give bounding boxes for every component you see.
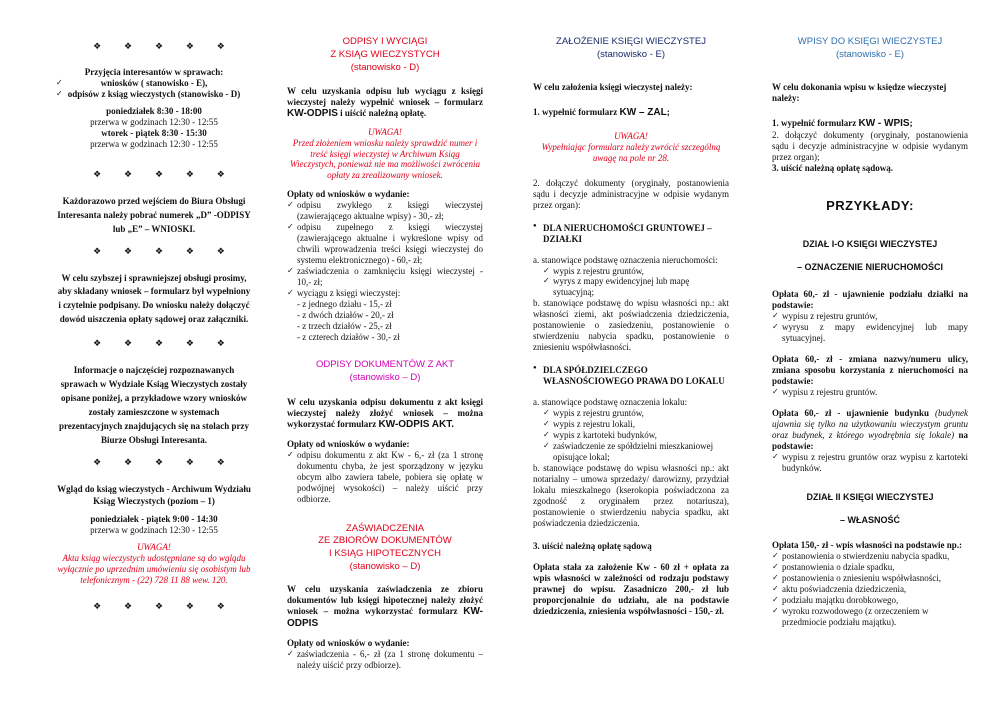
hours-item: ✓ wniosków ( stanowisko - E), — [56, 78, 252, 89]
division-1-subheading: – OZNACZENIE NIERUCHOMOŚCI — [796, 262, 943, 273]
doc-item: ✓ wypis z rejestru lokali, — [543, 419, 729, 430]
land-a: a. stanowiące podstawę oznaczenia nieruchomości: — [533, 254, 718, 265]
doc-item: ✓ postanowienia o stwierdzeniu nabycia spadku, — [772, 551, 968, 562]
decorative-stars: ❖ ❖ ❖ ❖ ❖ — [93, 457, 235, 468]
fees-title: Opłaty od wniosków o wydanie: — [287, 638, 410, 649]
hours-title: Przyjęcia interesantów w sprawach: — [84, 66, 224, 77]
division-2-subheading: – WŁASNOŚĆ — [839, 514, 900, 525]
example-1: Opłata 60,- zł - ujawnienie podziału działki na podstawie: — [772, 289, 968, 311]
section-heading-entries: WPISY DO KSIĘGI WIECZYSTEJ — [797, 36, 943, 47]
example-4: Opłata 150,- zł - wpis własności na podstawie np.: — [772, 539, 963, 550]
doc-item: ✓ wyrysu z mapy ewidencyjnej lub mapy sytuacyjnej. — [772, 322, 968, 344]
doc-item: ✓ postanowienia o dziale spadku, — [772, 562, 968, 573]
doc-item: ✓ wypisu z rejestru gruntów. — [772, 387, 968, 398]
doc-item: ✓ podziału majątku dorobkowego, — [772, 595, 968, 606]
section-heading-establish: ZAŁOŻENIE KSIĘGI WIECZYSTEJ — [556, 36, 706, 47]
warning-title: UWAGA! — [137, 541, 171, 552]
coop-a: a. stanowiące podstawę oznaczenia lokalu: — [533, 397, 688, 408]
example-4-list — [772, 551, 968, 628]
excerpt-fee: - z trzech działów - 25,- zł — [297, 321, 392, 332]
warning-title: UWAGA! — [368, 126, 402, 137]
step-2: 2. dołączyć dokumenty (oryginały, postanowienia sądu i decyzje administracyjne w odpisie wydanym przez organ); — [772, 129, 968, 162]
doc-item: ✓ zaświadczenie ze spółdzielni mieszkaniowej opisujące lokal; — [543, 441, 729, 463]
example-3: Opłata 60,- zł - ujawnienie budynku (budynek ujawnia się tylko na użytkowaniu wieczystym gruntu oraz budynek, z którego wyodrębnia się lokale) na podstawie: — [772, 408, 968, 452]
fee-item: ✓ wyciągu z księgi wieczystej: — [287, 288, 483, 299]
excerpt-fee: - z jednego działu - 15,- zł — [297, 299, 392, 310]
excerpt-fee: - z dwóch działów - 20,- zł — [297, 310, 394, 321]
doc-item: ✓ wyroku rozwodowego (z orzeczeniem w przedmiocie podziału majątku). — [772, 606, 968, 628]
section-heading-extracts: ODPISY I WYCIĄGI Z KSIĄG WIECZYSTYCH (stanowisko - D) — [330, 36, 440, 73]
fee-item: ✓ odpisu zwykłego z księgi wieczystej (zawierającego aktualne wpisy) - 30,- zł; — [287, 200, 483, 222]
establish-fee: Opłata stała za założenie Kw - 60 zł + opłata za wpis własności w zależności od rodzaju podstawy prawnej do wpisu. Zasadniczo 200,- zł lub proporcjonalnie do udziału, ale na podstawie dziedziczenia, zniesienia współwłasności - 150,- zł. — [533, 561, 729, 616]
fees-title: Opłaty od wniosków o wydanie: — [287, 438, 410, 449]
doc-item: ✓ wypis z kartoteki budynków, — [543, 430, 729, 441]
example-2: Opłata 60,- zł - zmiana nazwy/numeru ulicy, zmiana sposobu korzystania z nieruchomości na podstawie: — [772, 354, 968, 387]
step-3: 3. uiścić należną opłatę sądową — [533, 540, 652, 551]
fee-item: ✓ zaświadczenia - 6,- zł (za 1 stronę dokumentu – należy uiścić przy odbiorze). — [287, 649, 483, 671]
fees-title: Opłaty od wniosków o wydanie: — [287, 189, 410, 200]
entries-intro: W celu dokonania wpisu w księdze wieczystej należy: — [772, 81, 947, 103]
division-1-heading: DZIAŁ I-O KSIĘGI WIECZYSTEJ — [802, 239, 938, 250]
archive-warning: Akta ksiąg wieczystych udostępniane są do wglądu wyłącznie po uprzednim umówieniu się osobistym lub telefonicznym - (22) 728 11 88 wew. 120. — [57, 552, 251, 585]
fees-list — [287, 200, 483, 299]
form-code: KW-ODPIS — [287, 108, 338, 120]
fee-item: ✓ odpisu dokumentu z akt Kw - 6,- zł (za 1 stronę dokumentu chyba, że jest sporządzony w języku obcym albo zawiera tabele, pobiera się opłatę w podwójnej wysokości) – należy uiścić przy odbiorze. — [287, 450, 483, 505]
column-contact — [56, 0, 252, 702]
step-2: 2. dołączyć dokumenty (oryginały, postanowienia sądu i decyzje administracyjne w odpisie wydanym przez organ): — [533, 177, 729, 210]
excerpt-fee: - z czterech działów - 30,- zł — [297, 332, 400, 342]
fee-item: ✓ odpisu zupełnego z księgi wieczystej (zawierającego aktualne i wykreślone wpisy od chwili wprowadzenia treści księgi wieczystej do systemu elektronicznego) - 60,- zł; — [287, 222, 483, 266]
column-establish — [533, 0, 729, 702]
decorative-stars: ❖ ❖ ❖ ❖ ❖ — [93, 339, 235, 350]
doc-item: ✓ wyrys z mapy ewidencyjnej lub mapę sytuacyjną; — [543, 276, 729, 298]
section-subheading: (stanowisko - E) — [835, 48, 905, 60]
establish-intro: W celu założenia księgi wieczystej należy: — [533, 81, 693, 92]
extracts-warning: Przed złożeniem wniosku należy sprawdzić numer i treść księgi wieczystej w Archiwum Ksiąg Wieczystych, ponieważ nie ma możliwości zwrócenia opłaty za zrealizowany wniosek. — [290, 137, 480, 181]
coop-b: b. stanowiące podstawę do wpisu własności np.: akt notarialny – umowa sprzedaży/ darowizny, przydział lokalu mieszkalnego (kserokopia poświadczona za zgodność z oryginałem przez notariusza), postanowienie o stwierdzeniu nabycia spadku, akt poświadczenia dziedziczenia. — [533, 463, 729, 528]
examples-heading: PRZYKŁADY: — [826, 197, 914, 213]
example-2-list — [772, 387, 968, 398]
section-subheading: (stanowisko - E) — [596, 48, 666, 60]
coop-a-list — [533, 408, 729, 463]
archive-break: przerwa w godzinach 12:30 - 12:55 — [90, 524, 218, 535]
decorative-stars: ❖ ❖ ❖ ❖ ❖ — [93, 246, 235, 257]
hours-item: ✓ odpisów z ksiąg wieczystych (stanowisko - D) — [56, 89, 252, 100]
example-1-list — [772, 311, 968, 344]
example-3-list — [772, 452, 968, 474]
fee-item: ✓ zaświadczenia o zamknięciu księgi wieczystej - 10,- zł; — [287, 266, 483, 288]
form-code: KW-ODPIS AKT. — [378, 418, 455, 430]
doc-item: ✓ wypisu z rejestru gruntów, — [772, 311, 968, 322]
section-subheading: (stanowisko – D) — [349, 560, 421, 572]
fees-list — [287, 450, 483, 505]
archive-info: Wgląd do ksiąg wieczystych - Archiwum Wydziału Ksiąg Wieczystych (poziom – 1) — [57, 483, 251, 507]
section-heading-certificates: ZAŚWIADCZENIA ZE ZBIORÓW DOKUMENTÓW I KSIĄG HIPOTECZNYCH — [318, 522, 452, 560]
land-a-list — [533, 266, 729, 299]
form-code: KW - WPIS — [858, 117, 910, 129]
warning-title: UWAGA! — [614, 130, 648, 141]
form-info: W celu szybszej i sprawniejszej obsługi prosimy, aby składany wniosek – formularz był wypełniony i czytelnie podpisany. Do wniosku należy dołączyć dowód uiszczenia opłaty sądowej oraz załączniki. — [57, 272, 251, 325]
doc-item: ✓ wypisu z rejestru gruntów oraz wypisu z kartoteki budynków. — [772, 452, 968, 474]
hours-list — [56, 78, 252, 100]
column-entries — [772, 0, 968, 702]
land-heading: ● DLA NIERUCHOMOŚCI GRUNTOWEJ – DZIAŁKI — [533, 223, 729, 245]
archive-days: poniedziałek - piątek 9:00 - 14:30 — [90, 514, 218, 524]
decorative-stars: ❖ ❖ ❖ ❖ ❖ — [93, 42, 235, 52]
ticket-info: Każdorazowo przed wejściem do Biura Obsługi Interesanta należy pobrać numerek „D” -ODPISY lub „E” – WNIOSKI. — [57, 195, 251, 234]
doc-item: ✓ wypis z rejestru gruntów, — [543, 266, 729, 277]
days-tue-fri: wtorek - piątek 8:30 - 15:30 — [101, 127, 207, 138]
break-mon: przerwa w godzinach 12:30 - 12:55 — [90, 116, 218, 127]
doc-item: ✓ wypis z rejestru gruntów, — [543, 408, 729, 419]
step-3: 3. uiścić należną opłatę sądową. — [772, 162, 894, 173]
coop-heading: ● DLA SPÓŁDZIELCZEGO WŁASNOŚCIOWEGO PRAWA DO LOKALU — [533, 365, 729, 387]
step-1: 1. wypełnić formularz KW - WPIS; — [772, 117, 913, 129]
extracts-intro: W celu uzyskania odpisu lub wyciągu z księgi wieczystej należy wypełnić wniosek – formularz KW-ODPIS i uiścić należną opłatę. — [287, 86, 483, 120]
land-b: b. stanowiące podstawę do wpisu własności np.: akt własności ziemi, akt poświadczenia dziedziczenia, postanowienie o zasiedzeniu, postanowienie o stwierdzeniu nabycia spadku, postanowienie o zniesieniu współwłasności. — [533, 298, 729, 353]
decorative-stars: ❖ ❖ ❖ ❖ ❖ — [93, 601, 235, 612]
division-2-heading: DZIAŁ II KSIĘGI WIECZYSTEJ — [806, 491, 934, 502]
cases-info: Informacje o najczęściej rozpoznawanych sprawach w Wydziale Ksiąg Wieczystych zostały opisane poniżej, a przykładowe wzory wniosków zostały zamieszczone w systemach prezentacyjnych znajdujących się na stolach przy Biurze Obsługi Interesanta. — [58, 365, 250, 445]
excerpt-fees — [287, 299, 483, 343]
doc-item: ✓ postanowienia o zniesieniu współwłasności, — [772, 573, 968, 584]
fees-list — [287, 649, 483, 671]
documents-intro: W celu uzyskania odpisu dokumentu z akt księgi wieczystej należy złożyć wniosek – można wykorzystać formularz KW-ODPIS AKT. — [287, 396, 483, 430]
form-code: KW-ODPIS — [287, 605, 483, 629]
column-extracts — [287, 0, 483, 702]
doc-item: ✓ aktu poświadczenia dziedziczenia, — [772, 584, 968, 595]
section-heading-documents: ODPISY DOKUMENTÓW Z AKT (stanowisko – D) — [315, 358, 455, 383]
certificates-intro: W celu uzyskania zaświadczenia ze zbioru dokumentów lub księgi hipotecznej należy złożyć wniosek – można wykorzystać formularz KW-ODPIS — [287, 583, 483, 629]
break-tue-fri: przerwa w godzinach 12:30 - 12:55 — [90, 138, 218, 149]
form-code: KW – ZAL — [619, 106, 667, 118]
decorative-stars: ❖ ❖ ❖ ❖ ❖ — [93, 169, 235, 180]
establish-warning: Wypełniając formularz należy zwrócić szczególną uwagę na pole nr 28. — [541, 141, 721, 163]
days-mon: poniedziałek 8:30 - 18:00 — [106, 105, 202, 116]
step-1: 1. wypełnić formularz KW – ZAL; — [533, 106, 670, 118]
